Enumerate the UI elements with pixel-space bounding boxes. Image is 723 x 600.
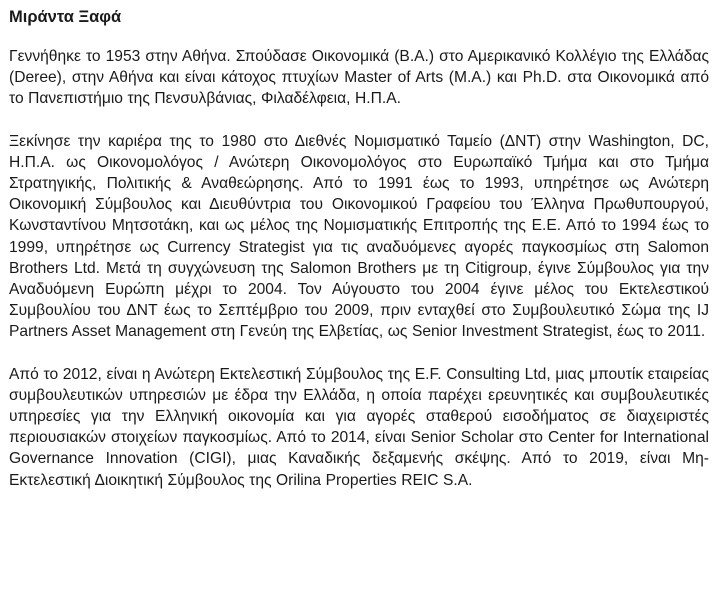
bio-paragraph-education: Γεννήθηκε το 1953 στην Αθήνα. Σπούδασε Οικονομικά (B.A.) στο Αμερικανικό Κολλέγιο της Ελλάδας (Deree), στην Αθήνα και είναι κάτοχος πτυχίων Master of Arts (M.A.) και Ph.D. στα Οικονομικά από το Πανεπιστήμιο της Πενσυλβάνιας, Φιλαδέλφεια, Η.Π.Α. [9, 48, 709, 108]
bio-paragraph-current-roles: Από το 2012, είναι η Ανώτερη Εκτελεστική Σύμβουλος της E.F. Consulting Ltd, μιας μπουτίκ εταιρείας συμβουλευτικών υπηρεσιών με έδρα την Ελλάδα, η οποία παρέχει ερευνητικές και συμβουλευτικές υπηρεσίες για την Ελληνική οικονομία και για αγορές σταθερού εισοδήματος σε διαχειριστές περιουσιακών στοιχείων παγκοσμίως. Από το 2014, είναι Senior Scholar στο Center for International Governance Innovation (CIGI), μιας Καναδικής δεξαμενής σκέψης. Από το 2019, είναι Μη-Εκτελεστική Διοικητική Σύμβουλος της Orilina Properties REIC S.A. [9, 365, 709, 489]
bio-paragraph-career: Ξεκίνησε την καριέρα της το 1980 στο Διεθνές Νομισματικό Ταμείο (ΔΝΤ) στην Washington, DC, Η.Π.Α. ως Οικονομολόγος / Ανώτερη Οικονομολόγος στο Ευρωπαϊκό Τμήμα και στο Τμήμα Στρατηγικής, Πολιτικής & Αναθεώρησης. Από το 1991 έως το 1993, υπηρέτησε ως Ανώτερη Οικονομική Σύμβουλος και Διευθύντρια του Οικονομικού Γραφείου του Έλληνα Πρωθυπουργού, Κωνσταντίνου Μητσοτάκη, και ως μέλος της Νομισματικής Επιτροπής της Ε.Ε. Από το 1994 έως το 1999, υπηρέτησε ως Currency Strategist για τις αναδυόμενες αγορές παγκοσμίως στη Salomon Brothers Ltd. Μετά τη συγχώνευση της Salomon Brothers με τη Citigroup, έγινε Σύμβουλος για την Αναδυόμενη Ευρώπη μέχρι το 2004. Τον Αύγουστο του 2004 έγινε μέλος του Εκτελεστικού Συμβουλίου του ΔΝΤ έως το Σεπτέμβριο του 2009, πριν ενταχθεί στο Συμβουλευτικό Σώμα της IJ Partners Asset Management στη Γενεύη της Ελβετίας, ως Senior Investment Strategist, έως το 2011. [9, 132, 709, 341]
page-title: Μιράντα Ξαφά [9, 8, 122, 26]
